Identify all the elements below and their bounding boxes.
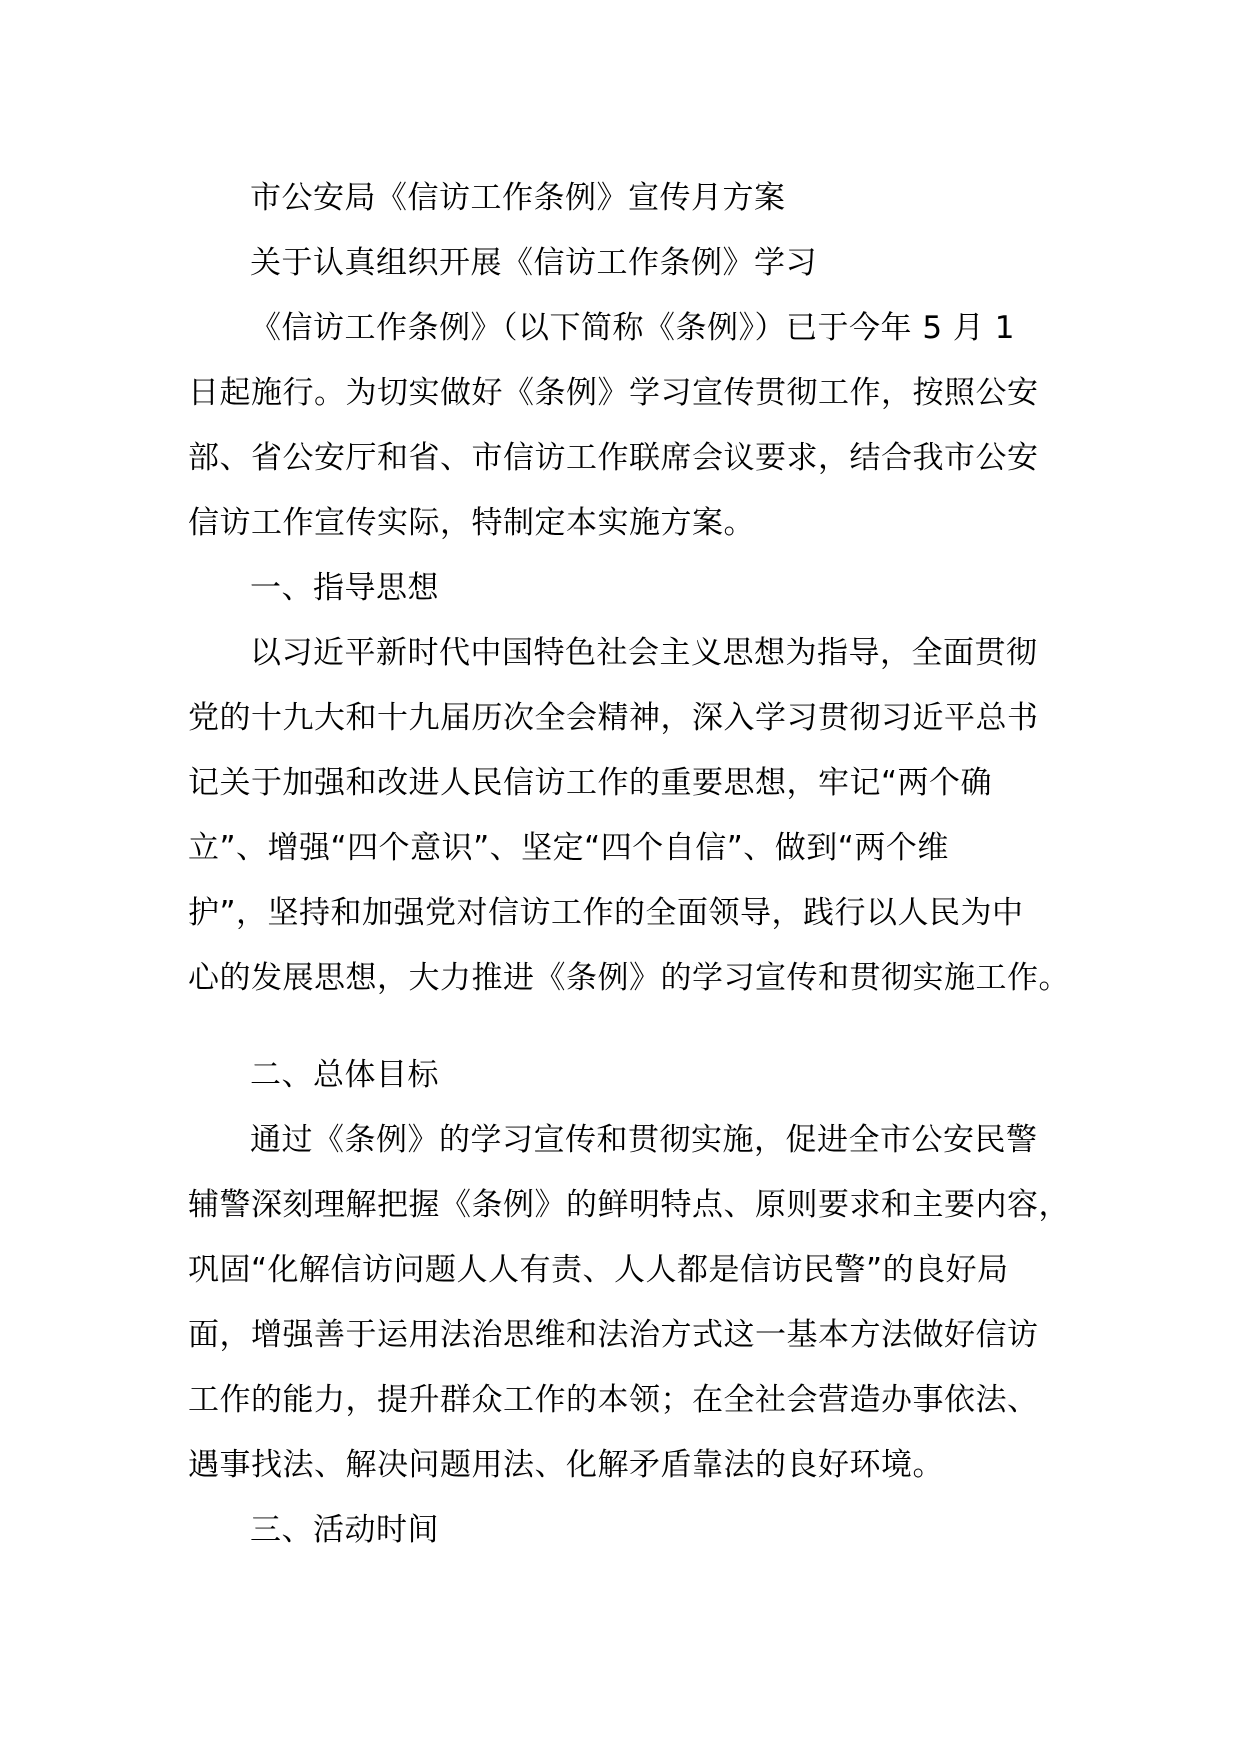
paragraph-line: 立”、增强“四个意识”、坚定“四个自信”、做到“两个维 [188,830,949,866]
paragraph-line: 党的十九大和十九届历次全会精神，深入学习贯彻习近平总书 [188,700,1039,736]
paragraph-line: 通过《条例》的学习宣传和贯彻实施，促进全市公安民警 [250,1122,1038,1158]
document-page [188,166,1068,1563]
section-heading-overall-goal: 二、总体目标 [250,1057,439,1093]
intro-paragraph [188,296,1068,556]
paragraph-line: 部、省公安厅和省、市信访工作联席会议要求，结合我市公安 [188,440,1039,476]
paragraph-line: 辅警深刻理解把握《条例》的鲜明特点、原则要求和主要内容， [188,1187,1070,1223]
section-heading-activity-time: 三、活动时间 [250,1512,439,1548]
paragraph-line: 遇事找法、解决问题用法、化解矛盾靠法的良好环境。 [188,1447,944,1483]
overall-goal-paragraph [188,1108,1068,1498]
paragraph-gap [188,1011,1068,1043]
paragraph-line: 工作的能力，提升群众工作的本领；在全社会营造办事依法、 [188,1382,1039,1418]
paragraph-line: 巩固“化解信访问题人人有责、人人都是信访民警”的良好局 [188,1252,1009,1288]
paragraph-line: 信访工作宣传实际，特制定本实施方案。 [188,505,755,541]
paragraph-line: 《信访工作条例》（以下简称《条例》）已于今年 5 月 1 [250,310,1016,346]
paragraph-line: 面，增强善于运用法治思维和法治方式这一基本方法做好信访 [188,1317,1039,1353]
paragraph-line: 日起施行。为切实做好《条例》学习宣传贯彻工作，按照公安 [188,375,1039,411]
paragraph-line: 记关于加强和改进人民信访工作的重要思想，牢记“两个确 [188,765,993,801]
paragraph-line: 护”，坚持和加强党对信访工作的全面领导，践行以人民为中 [188,895,1024,931]
paragraph-line: 心的发展思想，大力推进《条例》的学习宣传和贯彻实施工作。 [188,960,1070,996]
guiding-thought-paragraph [188,621,1068,1011]
document-title: 市公安局《信访工作条例》宣传月方案 [250,180,786,216]
section-heading-guiding-thought: 一、指导思想 [250,570,439,606]
document-subtitle: 关于认真组织开展《信访工作条例》学习 [250,245,817,281]
paragraph-line: 以习近平新时代中国特色社会主义思想为指导，全面贯彻 [250,635,1038,671]
